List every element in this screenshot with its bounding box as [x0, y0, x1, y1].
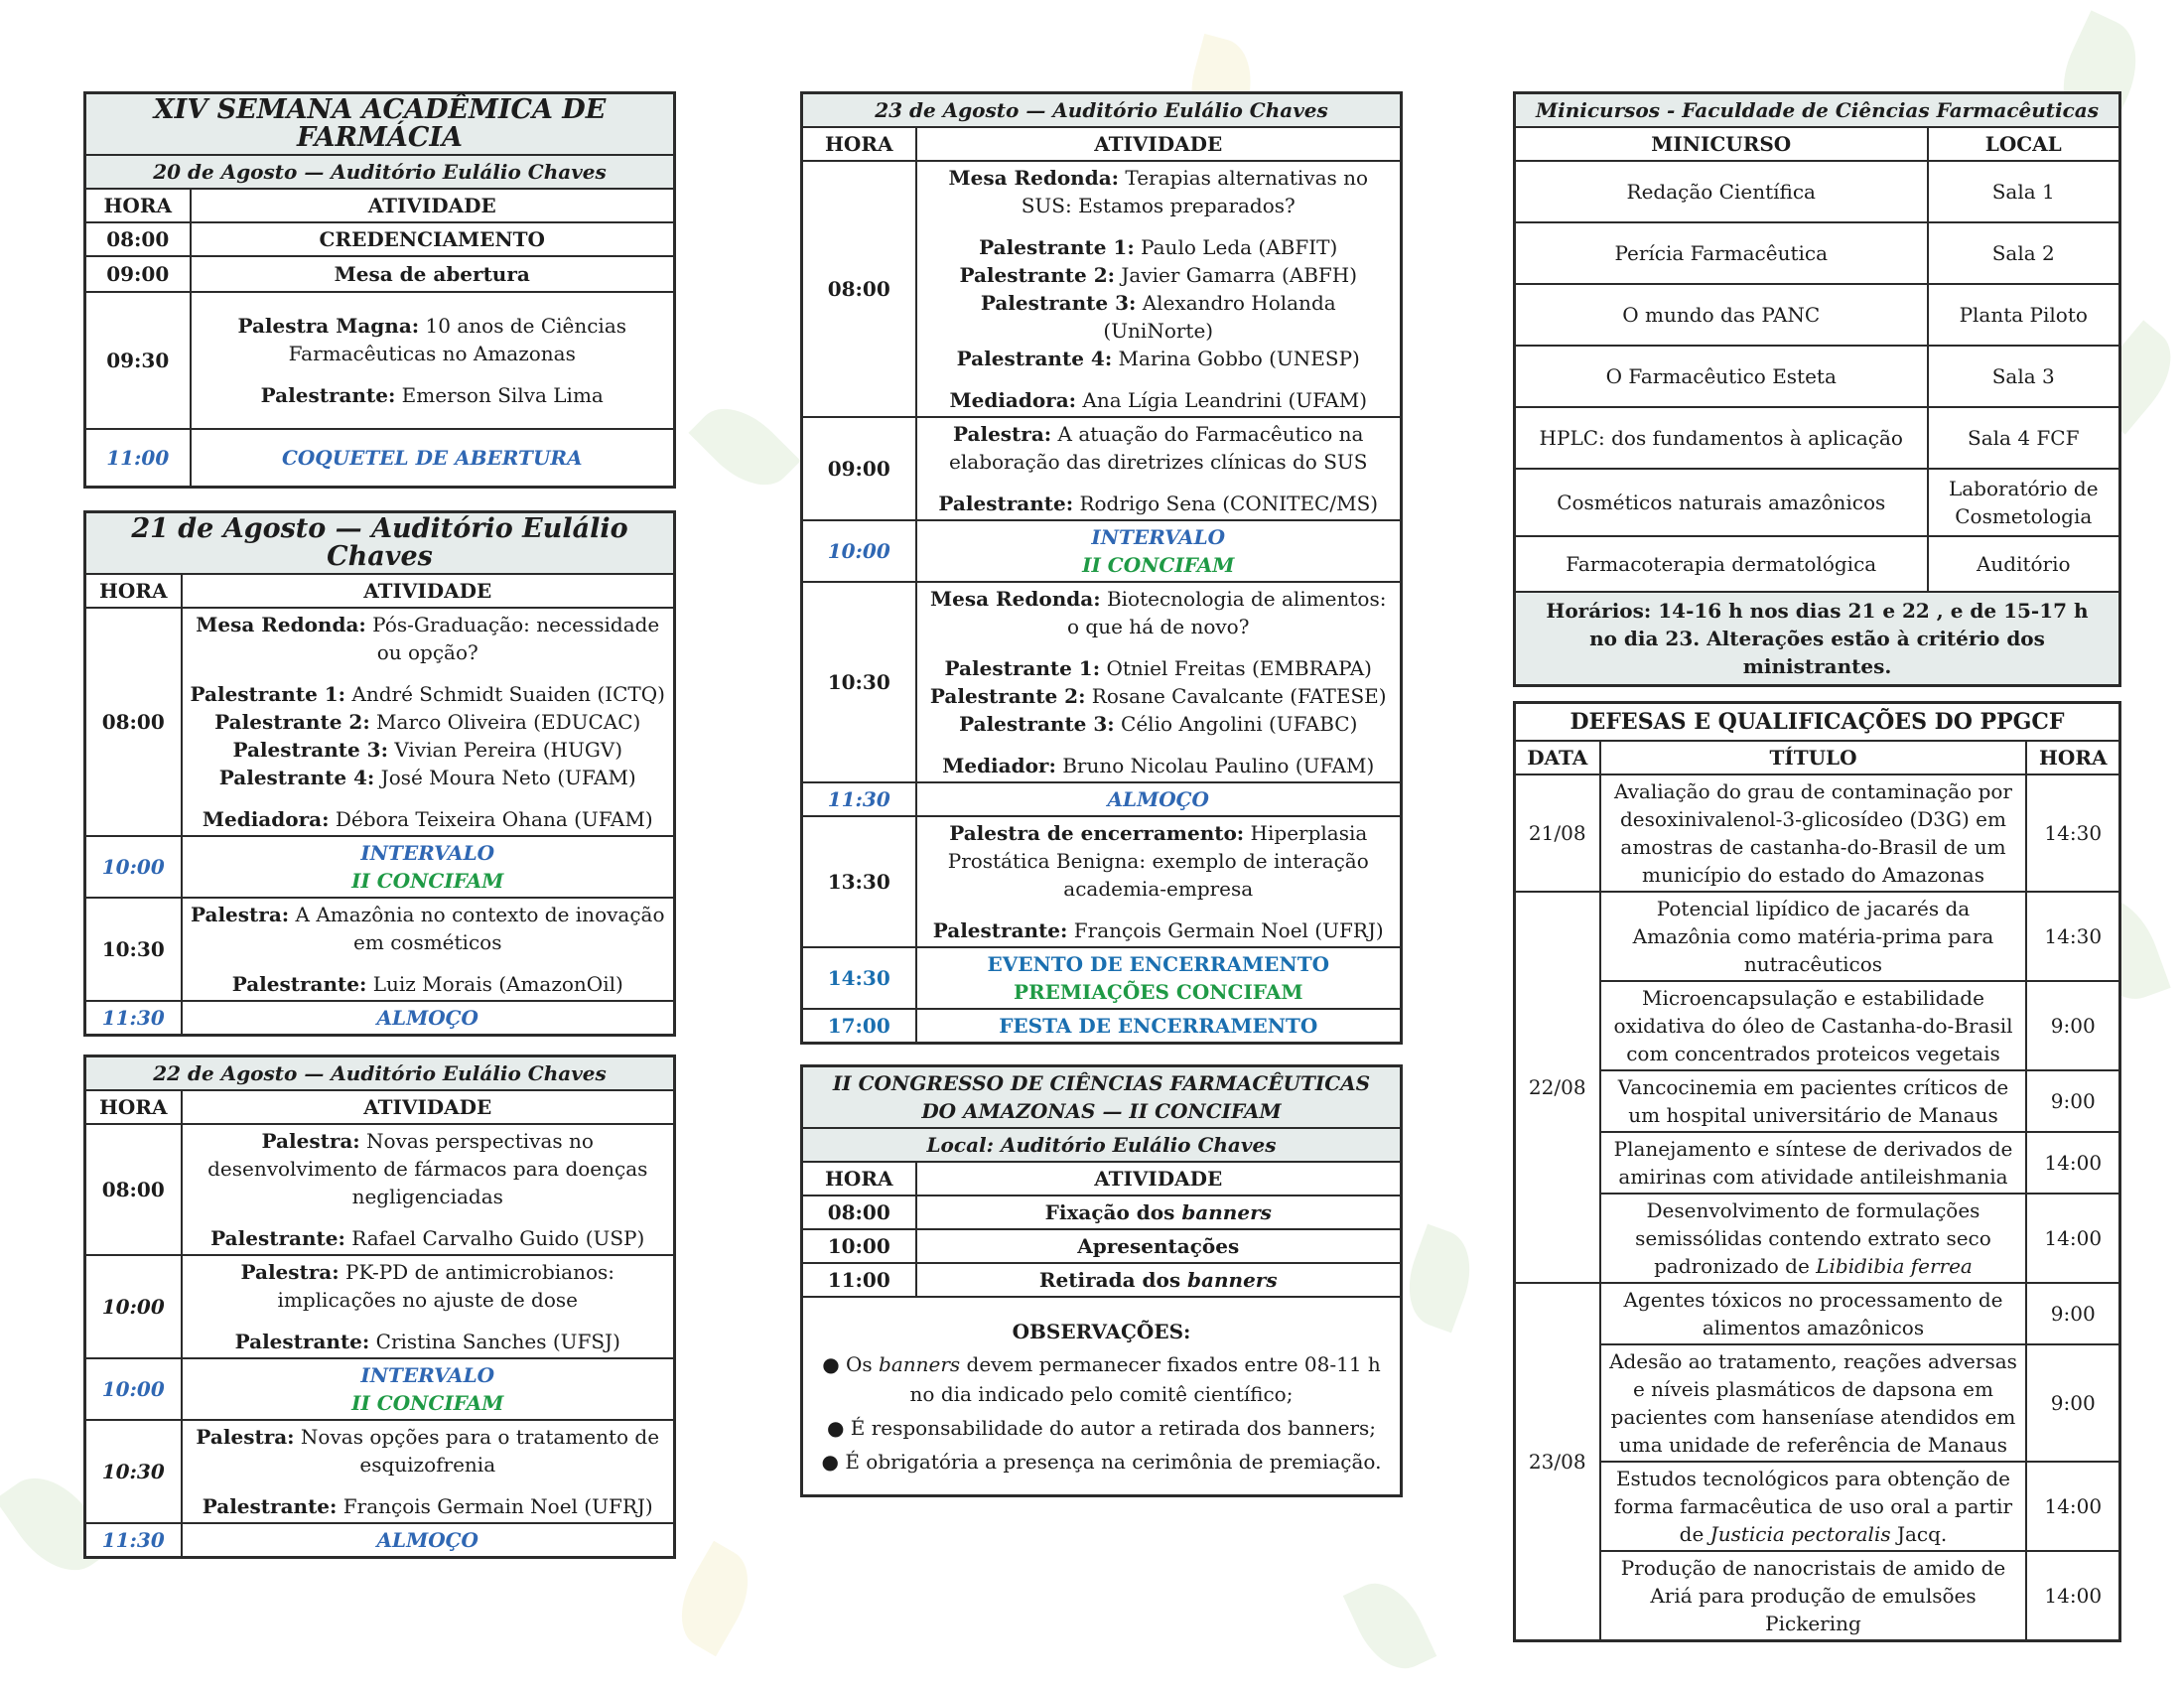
schedule-row	[85, 1420, 675, 1523]
break-label: INTERVALO	[360, 841, 495, 865]
defense-row	[1515, 892, 2120, 981]
talk-text: Terapias alternativas no SUS: Estamos preparados?	[1021, 166, 1369, 217]
time-cell: 11:30	[85, 1001, 182, 1036]
column-header-atividade: ATIVIDADE	[916, 127, 1402, 161]
schedule-row	[85, 898, 675, 1001]
activity-cell	[916, 1263, 1402, 1297]
break-label: INTERVALO	[1091, 525, 1226, 549]
talk-text: A atuação do Farmacêutico na elaboração das diretrizes clínicas do SUS	[949, 422, 1368, 474]
day-title: 20 de Agosto — Auditório Eulálio Chaves	[85, 155, 675, 189]
observations-title: OBSERVAÇÕES:	[1012, 1320, 1191, 1343]
schedule-row	[85, 1124, 675, 1255]
thesis-title-text: Jacq.	[1890, 1522, 1948, 1546]
column-header-data: DATA	[1515, 741, 1600, 774]
column-header-atividade: ATIVIDADE	[916, 1162, 1402, 1196]
minicurso-local: Auditório	[1928, 536, 2120, 592]
column-header-titulo: TÍTULO	[1600, 741, 2027, 774]
minicurso-local: Sala 1	[1928, 161, 2120, 222]
time-cell: 08:00	[85, 1124, 182, 1255]
speaker-label: Palestrante:	[210, 1226, 345, 1250]
minicursos-table	[1513, 91, 2121, 687]
date-cell: 23/08	[1515, 1283, 1600, 1641]
concifam-label: II CONCIFAM	[1082, 553, 1235, 577]
schedule-row	[802, 161, 1402, 417]
time-cell: 10:00	[85, 836, 182, 898]
observations-row	[802, 1297, 1402, 1496]
talk-text: A Amazônia no contexto de inovação em cosméticos	[289, 903, 665, 954]
speaker-label: Palestrante 3:	[959, 712, 1115, 736]
minicurso-name: Perícia Farmacêutica	[1515, 222, 1928, 284]
minicurso-local: Planta Piloto	[1928, 284, 2120, 346]
moderator-name: Débora Teixeira Ohana (UFAM)	[329, 807, 653, 831]
minicurso-local: Sala 2	[1928, 222, 2120, 284]
column-header-atividade: ATIVIDADE	[182, 1090, 675, 1124]
speaker-label: Palestrante 2:	[959, 263, 1116, 287]
activity-cell	[916, 161, 1402, 417]
time-cell: 10:00	[802, 520, 916, 582]
activity-cell: Apresentações	[916, 1229, 1402, 1263]
speaker-label: Palestrante:	[234, 1330, 370, 1353]
defense-row	[1515, 1070, 2120, 1132]
minicurso-row	[1515, 407, 2120, 469]
activity-cell	[182, 1358, 675, 1420]
hour-cell: 14:00	[2026, 1462, 2119, 1551]
hour-cell: 14:00	[2026, 1132, 2119, 1194]
closing-event-label: EVENTO DE ENCERRAMENTO	[987, 952, 1330, 976]
thesis-title: Potencial lipídico de jacarés da Amazônia como matéria-prima para nutracêuticos	[1600, 892, 2027, 981]
speaker-name: Paulo Leda (ABFIT)	[1134, 235, 1338, 259]
hour-cell: 9:00	[2026, 1344, 2119, 1462]
activity-cell	[182, 608, 675, 836]
speaker-name: José Moura Neto (UFAM)	[374, 766, 636, 789]
activity-cell	[916, 816, 1402, 947]
schedule-row	[85, 292, 675, 429]
schedule-row	[85, 1523, 675, 1558]
activity-text: Retirada dos	[1038, 1268, 1188, 1292]
minicurso-local: Sala 3	[1928, 346, 2120, 407]
talk-text: Novas opções para o tratamento de esquizofrenia	[294, 1425, 660, 1477]
hour-cell: 9:00	[2026, 1070, 2119, 1132]
activity-cell	[916, 947, 1402, 1009]
column-header-local: LOCAL	[1928, 127, 2120, 161]
talk-text: Pós-Graduação: necessidade ou opção?	[365, 613, 660, 664]
date-cell: 22/08	[1515, 892, 1600, 1283]
talk-label: Palestra:	[953, 422, 1052, 446]
activity-cell: ALMOÇO	[182, 1523, 675, 1558]
minicurso-name: Cosméticos naturais amazônicos	[1515, 469, 1928, 536]
speaker-label: Palestrante 1:	[190, 682, 346, 706]
activity-text: Fixação dos	[1044, 1200, 1182, 1224]
activity-cell	[182, 1255, 675, 1358]
defense-row	[1515, 981, 2120, 1070]
moderator-label: Mediadora:	[949, 388, 1077, 412]
thesis-title-text: Desenvolvimento de formulações semissólidas contendo extrato seco padronizado de	[1635, 1198, 1991, 1278]
hour-cell: 9:00	[2026, 1283, 2119, 1344]
thesis-title: Adesão ao tratamento, reações adversas e níveis plasmáticos de dapsona em pacientes com hanseníase atendidos em uma unidade de referência de Manaus	[1600, 1344, 2027, 1462]
time-cell: 14:30	[802, 947, 916, 1009]
speaker-name: Vivian Pereira (HUGV)	[387, 738, 623, 762]
talk-label: Palestra:	[261, 1129, 360, 1153]
talk-label: Mesa Redonda:	[196, 613, 366, 636]
time-cell: 09:00	[85, 256, 191, 292]
speaker-name: Otniel Freitas (EMBRAPA)	[1100, 656, 1372, 680]
minicursos-title: Minicursos - Faculdade de Ciências Farmacêuticas	[1515, 93, 2120, 128]
schedule-row	[802, 947, 1402, 1009]
minicurso-row	[1515, 222, 2120, 284]
observation-text: É responsabilidade do autor a retirada dos banners;	[850, 1416, 1377, 1440]
thesis-title	[1600, 1194, 2027, 1283]
minicursos-note: Horários: 14-16 h nos dias 21 e 22 , e de 15-17 h no dia 23. Alterações estão à critério dos ministrantes.	[1515, 592, 2120, 686]
minicurso-local: Sala 4 FCF	[1928, 407, 2120, 469]
schedule-row	[802, 782, 1402, 816]
defense-row	[1515, 1551, 2120, 1641]
column-header-hora: HORA	[85, 574, 182, 608]
activity-cell: ALMOÇO	[916, 782, 1402, 816]
defense-row	[1515, 1194, 2120, 1283]
minicurso-name: Redação Científica	[1515, 161, 1928, 222]
schedule-row	[85, 608, 675, 836]
schedule-row	[802, 582, 1402, 782]
moderator-label: Mediadora:	[202, 807, 330, 831]
concifam-label: II CONCIFAM	[351, 1391, 504, 1415]
speaker-label: Palestrante:	[202, 1494, 338, 1518]
schedule-row	[85, 256, 675, 292]
time-cell: 10:00	[802, 1229, 916, 1263]
thesis-title: Avaliação do grau de contaminação por desoxinivalenol-3-glicosídeo (D3G) em amostras de castanha-do-Brasil de um município do estado do Amazonas	[1600, 774, 2027, 892]
column-left	[83, 91, 676, 1559]
column-header-minicurso: MINICURSO	[1515, 127, 1928, 161]
speaker-name: Emerson Silva Lima	[395, 383, 604, 407]
activity-cell: Mesa de abertura	[191, 256, 675, 292]
activity-cell: CREDENCIAMENTO	[191, 222, 675, 256]
schedule-row	[802, 1009, 1402, 1044]
thesis-title	[1600, 1462, 2027, 1551]
thesis-title: Microencapsulação e estabilidade oxidativa do óleo de Castanha-do-Brasil com concentrados proteicos vegetais	[1600, 981, 2027, 1070]
thesis-title: Agentes tóxicos no processamento de alimentos amazônicos	[1600, 1283, 2027, 1344]
thesis-title: Produção de nanocristais de amido de Ariá para produção de emulsões Pickering	[1600, 1551, 2027, 1641]
talk-label: Palestra Magna:	[237, 314, 420, 338]
column-header-hora: HORA	[85, 1090, 182, 1124]
activity-cell: ALMOÇO	[182, 1001, 675, 1036]
day-title: 23 de Agosto — Auditório Eulálio Chaves	[802, 93, 1402, 128]
date-cell: 21/08	[1515, 774, 1600, 892]
minicurso-name: Farmacoterapia dermatológica	[1515, 536, 1928, 592]
activity-cell	[916, 417, 1402, 520]
schedule-day-23	[800, 91, 1403, 1045]
schedule-day-20	[83, 91, 676, 489]
time-cell: 09:30	[85, 292, 191, 429]
thesis-title-text: Estudos tecnológicos para obtenção de forma farmacêutica de uso oral a partir de	[1613, 1467, 2013, 1546]
minicurso-row	[1515, 346, 2120, 407]
break-label: INTERVALO	[360, 1363, 495, 1387]
schedule-row	[802, 1196, 1402, 1229]
time-cell: 08:00	[802, 161, 916, 417]
activity-cell	[916, 520, 1402, 582]
observation-item: ● Os banners devem permanecer fixados entre 08-11 h no dia indicado pelo comitê científico;	[822, 1352, 1381, 1406]
speaker-label: Palestrante 4:	[218, 766, 375, 789]
observation-item: ● É obrigatória a presença na cerimônia de premiação.	[821, 1450, 1382, 1474]
defense-row	[1515, 1283, 2120, 1344]
talk-text: 10 anos de Ciências Farmacêuticas no Amazonas	[288, 314, 627, 365]
congress-title-line: DO AMAZONAS — II CONCIFAM	[921, 1099, 1282, 1123]
schedule-day-22	[83, 1055, 676, 1559]
species-name: Justicia pectoralis	[1709, 1522, 1891, 1546]
speaker-label: Palestrante:	[938, 492, 1074, 515]
speaker-label: Palestrante 1:	[944, 656, 1101, 680]
time-cell: 08:00	[85, 222, 191, 256]
time-cell: 10:30	[802, 582, 916, 782]
schedule-row	[802, 816, 1402, 947]
time-cell: 08:00	[85, 608, 182, 836]
time-cell: 10:00	[85, 1255, 182, 1358]
background-leaf	[1396, 1224, 1484, 1334]
hour-cell: 14:30	[2026, 774, 2119, 892]
speaker-name: Rodrigo Sena (CONITEC/MS)	[1073, 492, 1379, 515]
speaker-name: Rafael Carvalho Guido (USP)	[344, 1226, 645, 1250]
defense-row	[1515, 774, 2120, 892]
minicurso-name: O mundo das PANC	[1515, 284, 1928, 346]
hour-cell: 14:00	[2026, 1194, 2119, 1283]
talk-label: Palestra de encerramento:	[949, 821, 1245, 845]
minicurso-local: Laboratório de Cosmetologia	[1928, 469, 2120, 536]
speaker-name: Marco Oliveira (EDUCAC)	[369, 710, 641, 734]
schedule-row	[802, 520, 1402, 582]
activity-cell	[182, 836, 675, 898]
activity-emphasis: banners	[1181, 1200, 1272, 1224]
speaker-name: François Germain Noel (UFRJ)	[1067, 918, 1384, 942]
time-cell: 11:30	[802, 782, 916, 816]
observation-text: Os	[846, 1352, 880, 1376]
moderator-name: Ana Lígia Leandrini (UFAM)	[1076, 388, 1368, 412]
activity-cell: COQUETEL DE ABERTURA	[191, 429, 675, 488]
speaker-label: Palestrante:	[260, 383, 396, 407]
time-cell: 13:30	[802, 816, 916, 947]
time-cell: 17:00	[802, 1009, 916, 1044]
minicurso-row	[1515, 536, 2120, 592]
day-title: 21 de Agosto — Auditório Eulálio Chaves	[85, 512, 675, 575]
speaker-name: Marina Gobbo (UNESP)	[1112, 347, 1360, 370]
talk-label: Mesa Redonda:	[930, 587, 1101, 611]
congress-title	[802, 1066, 1402, 1129]
species-name: Libidibia ferrea	[1816, 1254, 1973, 1278]
moderator-label: Mediador:	[942, 754, 1056, 777]
time-cell: 10:30	[85, 898, 182, 1001]
activity-emphasis: banners	[1187, 1268, 1278, 1292]
moderator-name: Bruno Nicolau Paulino (UFAM)	[1055, 754, 1375, 777]
speaker-label: Palestrante 3:	[232, 738, 388, 762]
minicurso-row	[1515, 469, 2120, 536]
column-header-hora: HORA	[802, 1162, 916, 1196]
talk-text: Hiperplasia Prostática Benigna: exemplo de interação academia-empresa	[947, 821, 1369, 901]
congress-title-line: II CONGRESSO DE CIÊNCIAS FARMACÊUTICAS	[832, 1071, 1371, 1095]
background-leaf	[664, 1541, 765, 1657]
talk-label: Mesa Redonda:	[948, 166, 1120, 190]
speaker-name: François Germain Noel (UFRJ)	[337, 1494, 653, 1518]
column-header-atividade: ATIVIDADE	[182, 574, 675, 608]
defense-row	[1515, 1462, 2120, 1551]
talk-text: Biotecnologia de alimentos: o que há de novo?	[1067, 587, 1387, 638]
thesis-title: Vancocinemia em pacientes críticos de um hospital universitário de Manaus	[1600, 1070, 2027, 1132]
time-cell: 08:00	[802, 1196, 916, 1229]
activity-cell	[916, 1196, 1402, 1229]
speaker-label: Palestrante 3:	[980, 291, 1137, 315]
schedule-row	[802, 1229, 1402, 1263]
activity-cell	[182, 898, 675, 1001]
talk-label: Palestra:	[191, 903, 290, 926]
schedule-row	[85, 222, 675, 256]
hour-cell: 14:00	[2026, 1551, 2119, 1641]
time-cell: 09:00	[802, 417, 916, 520]
time-cell: 11:30	[85, 1523, 182, 1558]
observation-emphasis: banners	[879, 1352, 961, 1376]
talk-label: Palestra:	[196, 1425, 295, 1449]
speaker-label: Palestrante 1:	[979, 235, 1135, 259]
congress-location: Local: Auditório Eulálio Chaves	[802, 1128, 1402, 1162]
defense-row	[1515, 1132, 2120, 1194]
background-leaf	[1343, 1571, 1437, 1681]
observation-text: devem permanecer fixados entre 08-11 h no dia indicado pelo comitê científico;	[909, 1352, 1381, 1406]
schedule-row	[85, 1001, 675, 1036]
schedule-row	[85, 836, 675, 898]
speaker-name: Alexandro Holanda (UniNorte)	[1103, 291, 1336, 343]
column-header-hora: HORA	[802, 127, 916, 161]
minicurso-name: O Farmacêutico Esteta	[1515, 346, 1928, 407]
schedule-row	[85, 1358, 675, 1420]
observation-text: É obrigatória a presença na cerimônia de premiação.	[845, 1450, 1382, 1474]
event-title: XIV SEMANA ACADÊMICA DE FARMÁCIA	[85, 93, 675, 156]
talk-text: Novas perspectivas no desenvolvimento de fármacos para doenças negligenciadas	[207, 1129, 648, 1208]
observations-cell	[802, 1297, 1402, 1496]
activity-cell	[191, 292, 675, 429]
column-right	[1513, 91, 2121, 1642]
column-header-hora: HORA	[85, 189, 191, 222]
speaker-name: Javier Gamarra (ABFH)	[1115, 263, 1358, 287]
speaker-label: Palestrante:	[932, 918, 1068, 942]
concifam-table	[800, 1064, 1403, 1497]
talk-label: Palestra:	[240, 1260, 340, 1284]
hour-cell: 14:30	[2026, 892, 2119, 981]
speaker-name: Rosane Cavalcante (FATESE)	[1085, 684, 1387, 708]
speaker-label: Palestrante 2:	[214, 710, 370, 734]
schedule-row	[802, 417, 1402, 520]
awards-label: PREMIAÇÕES CONCIFAM	[1014, 980, 1303, 1004]
column-header-atividade: ATIVIDADE	[191, 189, 675, 222]
defesas-title: DEFESAS E QUALIFICAÇÕES DO PPGCF	[1515, 703, 2120, 742]
minicurso-row	[1515, 161, 2120, 222]
activity-cell	[916, 582, 1402, 782]
speaker-label: Palestrante 2:	[929, 684, 1086, 708]
schedule-row	[802, 1263, 1402, 1297]
defense-row	[1515, 1344, 2120, 1462]
speaker-label: Palestrante:	[231, 972, 367, 996]
time-cell: 11:00	[802, 1263, 916, 1297]
schedule-day-21	[83, 510, 676, 1037]
hour-cell: 9:00	[2026, 981, 2119, 1070]
time-cell: 11:00	[85, 429, 191, 488]
speaker-name: Cristina Sanches (UFSJ)	[369, 1330, 620, 1353]
activity-cell: FESTA DE ENCERRAMENTO	[916, 1009, 1402, 1044]
time-cell: 10:30	[85, 1420, 182, 1523]
observation-item: ● É responsabilidade do autor a retirada dos banners;	[826, 1416, 1377, 1440]
speaker-name: Luiz Morais (AmazonOil)	[366, 972, 623, 996]
time-cell: 10:00	[85, 1358, 182, 1420]
background-leaf	[688, 390, 800, 502]
speaker-name: Célio Angolini (UFABC)	[1114, 712, 1358, 736]
column-middle	[800, 91, 1403, 1497]
column-header-hora: HORA	[2026, 741, 2119, 774]
concifam-label: II CONCIFAM	[351, 869, 504, 893]
talk-text: PK-PD de antimicrobianos: implicações no ajuste de dose	[277, 1260, 615, 1312]
thesis-title: Planejamento e síntese de derivados de amirinas com atividade antileishmania	[1600, 1132, 2027, 1194]
schedule-row	[85, 429, 675, 488]
defesas-table	[1513, 701, 2121, 1642]
minicurso-name: HPLC: dos fundamentos à aplicação	[1515, 407, 1928, 469]
activity-cell	[182, 1420, 675, 1523]
minicurso-row	[1515, 284, 2120, 346]
schedule-row	[85, 1255, 675, 1358]
speaker-label: Palestrante 4:	[956, 347, 1113, 370]
activity-cell	[182, 1124, 675, 1255]
speaker-name: André Schmidt Suaiden (ICTQ)	[345, 682, 665, 706]
day-title: 22 de Agosto — Auditório Eulálio Chaves	[85, 1056, 675, 1091]
